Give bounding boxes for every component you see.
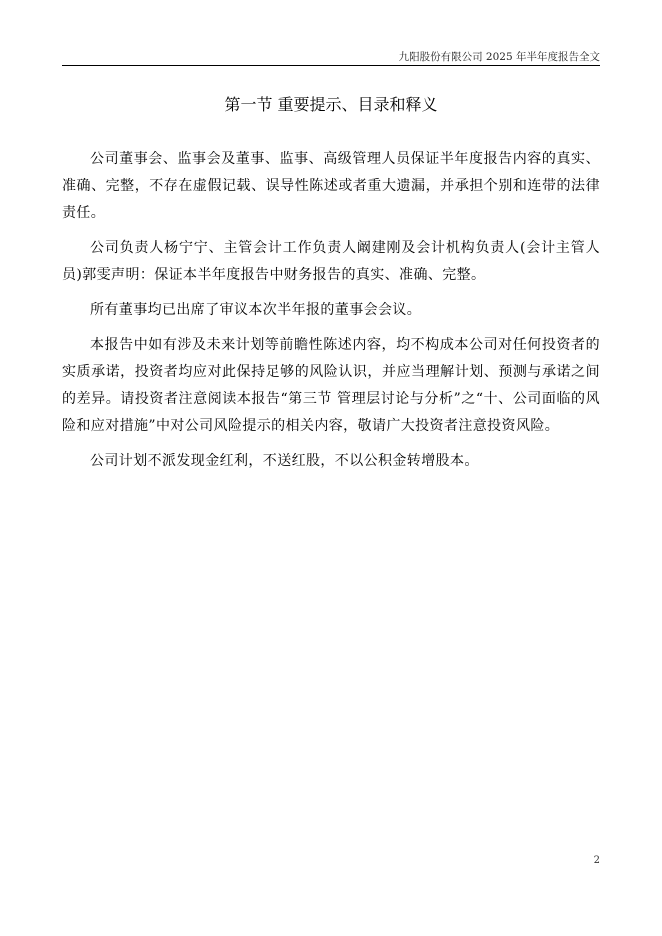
paragraph-board-attendance: 所有董事均已出席了审议本次半年报的董事会会议。 — [90, 302, 422, 318]
page-number: 2 — [593, 855, 600, 866]
running-header: 九阳股份有限公司 2025 年半年度报告全文 — [398, 51, 600, 63]
paragraph-board-guarantee: 公司董事会、监事会及董事、监事、高级管理人员保证半年度报告内容的真实、准确、完整，不存在虚假记载、误导性陈述或者重大遗漏，并承担个别和连带的法律责任。 — [62, 151, 600, 221]
section-title: 第一节 重要提示、目录和释义 — [224, 95, 438, 114]
header-divider — [62, 65, 600, 66]
paragraph-dividend-plan: 公司计划不派发现金红利，不送红股，不以公积金转增股本。 — [90, 453, 479, 469]
body-text — [62, 146, 600, 483]
paragraph-forward-looking: 本报告中如有涉及未来计划等前瞻性陈述内容，均不构成本公司对任何投资者的实质承诺，投资者均应对此保持足够的风险认识，并应当理解计划、预测与承诺之间的差异。请投资者注意阅读本报告“第三节 管理层讨论与分析”之“十、公司面临的风险和应对措施”中对公司风险提示的相关内容，敬请广大投资者注意投资风险。 — [62, 337, 600, 434]
paragraph-responsible-persons: 公司负责人杨宁宁、主管会计工作负责人阚建刚及会计机构负责人(会计主管人员)郭雯声明：保证本半年度报告中财务报告的真实、准确、完整。 — [62, 240, 600, 283]
